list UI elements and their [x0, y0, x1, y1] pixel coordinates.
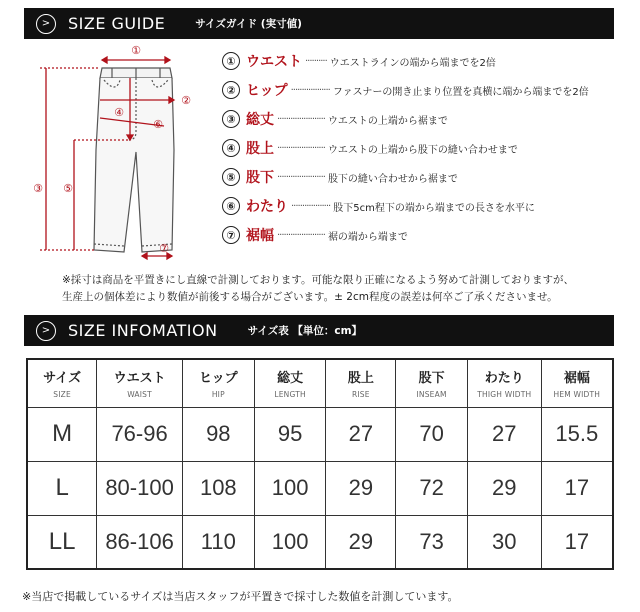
cell-thigh-width: 27: [467, 407, 541, 461]
legend-row-hip: [222, 79, 589, 101]
chevron-right-icon: >: [36, 321, 56, 341]
header-length: 総丈 LENGTH: [254, 359, 326, 407]
legend-term: 股下: [246, 170, 274, 186]
cell-waist: 86-106: [97, 515, 183, 569]
legend-number: ③: [222, 110, 240, 128]
cell-size: LL: [27, 515, 97, 569]
header-thigh-width: わたり THIGH WIDTH: [467, 359, 541, 407]
cell-inseam: 73: [396, 515, 468, 569]
cell-hip: 110: [182, 515, 254, 569]
chevron-right-icon: >: [36, 14, 56, 34]
cell-size: M: [27, 407, 97, 461]
diagram-marker-hem: ⑦: [159, 242, 169, 255]
size-info-title: SIZE INFOMATION: [68, 321, 218, 340]
cell-thigh-width: 29: [467, 461, 541, 515]
size-guide-title: SIZE GUIDE: [68, 14, 166, 33]
diagram-marker-hip: ②: [181, 94, 191, 107]
cell-length: 95: [254, 407, 326, 461]
legend-term: 総丈: [246, 112, 274, 128]
table-row: [27, 515, 613, 569]
legend-dots: ··················: [290, 84, 330, 96]
cell-waist: 76-96: [97, 407, 183, 461]
legend-term: わたり: [246, 199, 288, 215]
legend-dots: ······················: [277, 229, 325, 241]
cell-rise: 27: [326, 407, 396, 461]
legend-term: 裾幅: [246, 228, 274, 244]
legend-description: 股下の縫い合わせから裾まで: [327, 173, 458, 185]
legend-description: 股下5cm程下の端から端までの長さを水平に: [333, 202, 535, 214]
measurement-note: [62, 272, 622, 306]
cell-waist: 80-100: [97, 461, 183, 515]
legend-number: ⑥: [222, 197, 240, 215]
cell-hem-width: 17: [541, 515, 613, 569]
size-guide-subtitle: サイズガイド (実寸値): [195, 18, 302, 30]
measurement-note-line: 生産上の個体差により数値が前後する場合がございます。± 2cm程度の誤差は何卒ご了承くださいませ。: [62, 291, 558, 303]
measurement-note-line: ※採寸は商品を平置きにし直線で計測しております。可能な限り正確になるよう努めて計測しておりますが、: [62, 274, 574, 286]
cell-hip: 108: [182, 461, 254, 515]
legend-row-hem: [222, 224, 408, 246]
header-hem-width: 裾幅 HEM WIDTH: [541, 359, 613, 407]
legend-row-thigh: [222, 195, 535, 217]
legend-term: ヒップ: [246, 83, 288, 99]
table-row: [27, 461, 613, 515]
legend-dots: ··················: [291, 200, 331, 212]
legend-number: ①: [222, 52, 240, 70]
cell-hip: 98: [182, 407, 254, 461]
header-waist: ウエスト WAIST: [97, 359, 183, 407]
cell-rise: 29: [326, 461, 396, 515]
header-size: サイズ SIZE: [27, 359, 97, 407]
diagram-marker-rise: ④: [114, 106, 124, 119]
cell-thigh-width: 30: [467, 515, 541, 569]
cell-hem-width: 17: [541, 461, 613, 515]
legend-description: ファスナーの開き止まり位置を真横に端から端までを2倍: [332, 86, 589, 98]
legend-number: ②: [222, 81, 240, 99]
legend-description: ウエストラインの端から端までを2倍: [329, 57, 496, 69]
legend-row-waist: [222, 50, 496, 72]
legend-dots: ··········: [305, 55, 327, 67]
legend-number: ⑦: [222, 226, 240, 244]
legend-description: ウエストの上端から裾まで: [327, 115, 448, 127]
cell-size: L: [27, 461, 97, 515]
diagram-marker-inseam: ⑤: [63, 182, 73, 195]
legend-term: 股上: [246, 141, 274, 157]
legend-dots: ······················: [277, 113, 325, 125]
size-info-banner: [24, 315, 614, 346]
cell-hem-width: 15.5: [541, 407, 613, 461]
legend-row-length: [222, 108, 448, 130]
legend-description: 裾の端から端まで: [327, 231, 408, 243]
legend-row-rise: [222, 137, 518, 159]
cell-inseam: 70: [396, 407, 468, 461]
footer-note: ※当店で掲載しているサイズは当店スタッフが平置きで採寸した数値を計測しています。: [22, 590, 459, 603]
header-rise: 股上 RISE: [326, 359, 396, 407]
pants-illustration: [94, 68, 174, 252]
legend-row-inseam: [222, 166, 458, 188]
legend-dots: ······················: [277, 142, 325, 154]
cell-length: 100: [254, 515, 326, 569]
legend-term: ウエスト: [246, 54, 302, 70]
header-inseam: 股下 INSEAM: [396, 359, 468, 407]
legend-dots: ······················: [277, 171, 325, 183]
diagram-marker-waist: ①: [131, 44, 141, 57]
header-hip: ヒップ HIP: [182, 359, 254, 407]
diagram-marker-thigh: ⑥: [153, 118, 163, 131]
table-header-row: [27, 359, 613, 407]
size-guide-banner: [24, 8, 614, 39]
cell-rise: 29: [326, 515, 396, 569]
size-info-subtitle: サイズ表 【単位：cm】: [247, 325, 363, 337]
size-table: [26, 358, 614, 570]
table-row: [27, 407, 613, 461]
legend-description: ウエストの上端から股下の縫い合わせまで: [327, 144, 518, 156]
legend-number: ⑤: [222, 168, 240, 186]
diagram-marker-length: ③: [33, 182, 43, 195]
cell-inseam: 72: [396, 461, 468, 515]
cell-length: 100: [254, 461, 326, 515]
pants-measurement-diagram: [24, 40, 214, 262]
legend-number: ④: [222, 139, 240, 157]
